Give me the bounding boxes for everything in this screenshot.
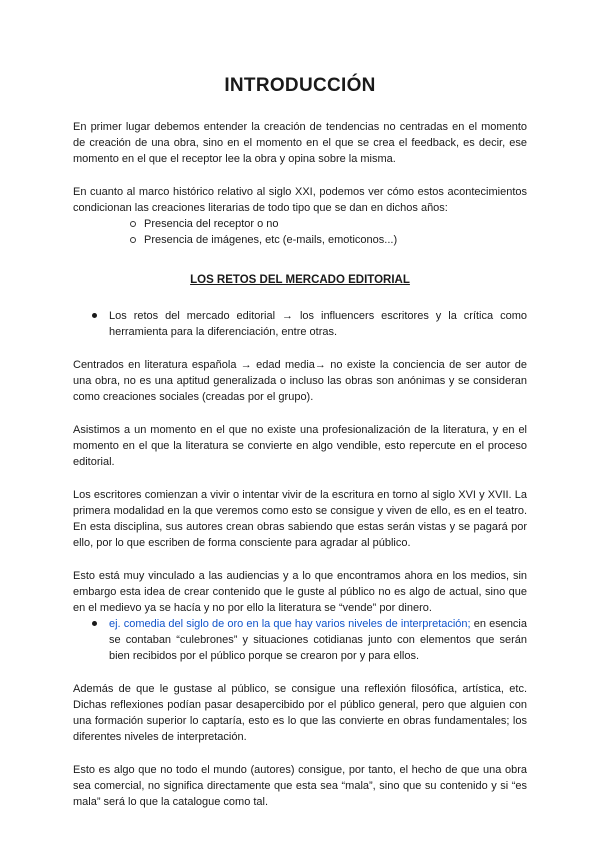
- section-paragraph-6: Esto es algo que no todo el mundo (autores) consigue, por tanto, el hecho de que una obra sea comercial, no significa directamente que esta sea “mala”, sino que su contenido y si “es mala” será lo que la catalogue como tal.: [73, 764, 527, 808]
- intro-sub-list: [73, 216, 527, 248]
- bullet-icon: [92, 621, 97, 626]
- list-item: [109, 616, 527, 664]
- list-item-text: Los retos del mercado editorial → los influencers escritores y la crítica como herramienta para la diferenciación, entre otras.: [109, 310, 527, 338]
- hollow-bullet-icon: [130, 237, 136, 243]
- bullet-list-1: [73, 308, 527, 340]
- section-paragraph-4: Esto está muy vinculado a las audiencias y a lo que encontramos ahora en los medios, sin embargo esta idea de crear contenido que le guste al público no es algo de actual, sino que en el medievo ya se hacía y no por ello la literatura se “vende” por dinero.: [73, 570, 527, 614]
- highlighted-example-text: ej. comedia del siglo de oro en la que hay varios niveles de interpretación;: [109, 618, 471, 630]
- list-item-text: en esencia se contaban “culebrones” y situaciones cotidianas junto con elementos que serán bien recibidos por el público porque se crearon por y para ellos.: [109, 618, 527, 662]
- section-heading: LOS RETOS DEL MERCADO EDITORIAL: [190, 274, 410, 286]
- hollow-bullet-icon: [130, 221, 136, 227]
- list-item: [130, 216, 527, 232]
- section-paragraph-3: Los escritores comienzan a vivir o intentar vivir de la escritura en torno al siglo XVI y XVII. La primera modalidad en la que veremos como esto se consigue y viven de ello, es en el teatro. En esta disciplina, sus autores crean obras sabiendo que estas serán vistas y se pagará por ello, por lo que escriben de forma consciente para agradar al público.: [73, 489, 527, 549]
- list-item-text: Presencia de imágenes, etc (e-mails, emoticonos...): [144, 234, 398, 246]
- section-paragraph-1: Centrados en literatura española → edad media→ no existe la conciencia de ser autor de una obra, no es una aptitud generalizada o incluso las obras son anónimas y se consideran como creaciones sociales (creadas por el grupo).: [73, 359, 527, 403]
- page-title: INTRODUCCIÓN: [224, 75, 376, 96]
- intro-paragraph-2: En cuanto al marco histórico relativo al siglo XXI, podemos ver cómo estos acontecimientos condicionan las creaciones literarias de todo tipo que se dan en dichos años:: [73, 186, 527, 214]
- bullet-icon: [92, 313, 97, 318]
- bullet-list-2: [73, 616, 527, 664]
- section-paragraph-5: Además de que le gustase al público, se consigue una reflexión filosófica, artística, etc. Dichas reflexiones podían pasar desapercibido por el público general, pero que alguien con una formación superior lo captaría, esto es lo que las convierte en obras fundamentales; los diferentes niveles de interpretación.: [73, 683, 527, 743]
- list-item-text: Presencia del receptor o no: [144, 218, 279, 230]
- list-item: [109, 308, 527, 340]
- intro-paragraph-1: En primer lugar debemos entender la creación de tendencias no centradas en el momento de creación de una obra, sino en el momento en el que se crea el feedback, es decir, ese momento en el que el receptor lee la obra y opina sobre la misma.: [73, 121, 527, 165]
- section-paragraph-2: Asistimos a un momento en el que no existe una profesionalización de la literatura, y en el momento en el que la literatura se convierte en algo vendible, esto repercute en el proceso editorial.: [73, 424, 527, 468]
- list-item: [130, 232, 527, 248]
